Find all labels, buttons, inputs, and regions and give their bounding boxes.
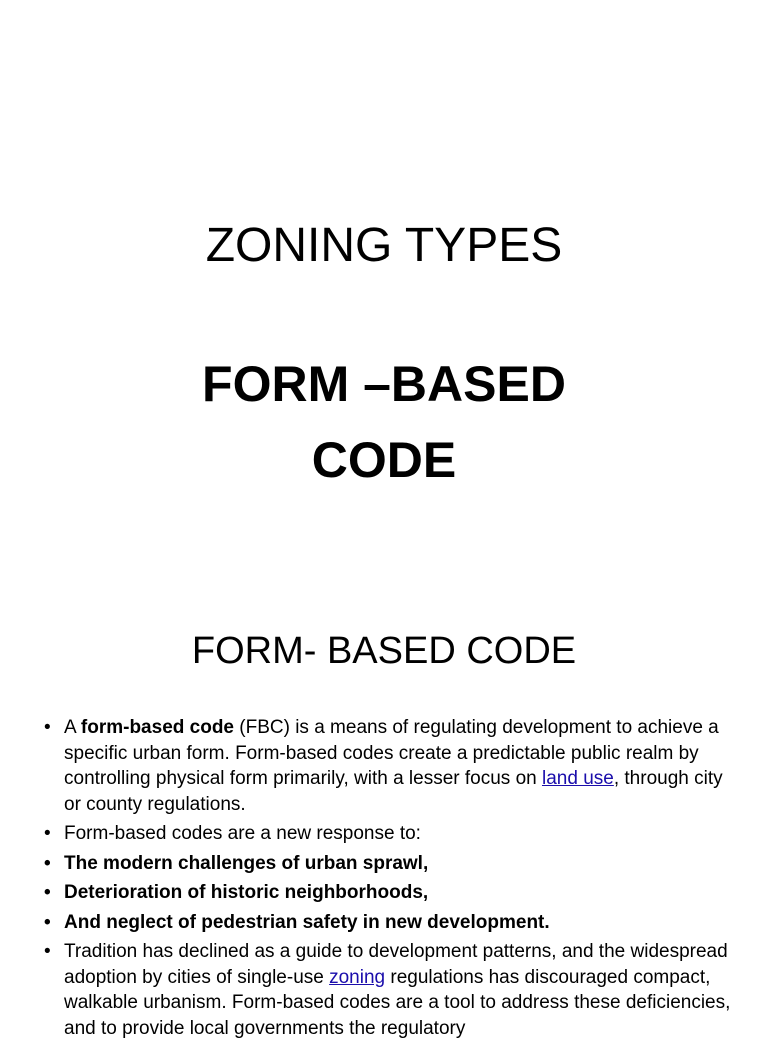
land-use-link[interactable]: land use	[542, 768, 614, 789]
bullet-item-urban-sprawl: • The modern challenges of urban sprawl,	[44, 851, 734, 877]
bullet-list	[44, 715, 734, 1045]
bullet-item-definition	[44, 715, 734, 817]
slide-title: ZONING TYPES	[205, 219, 563, 272]
subtitle-line-2: CODE	[311, 432, 457, 488]
bold-term: form-based code	[80, 717, 234, 738]
bullet-prefix: A	[64, 717, 81, 738]
bullet-item-historic: • Deterioration of historic neighborhoods,	[44, 880, 734, 906]
slide-subtitle	[0, 346, 768, 498]
bullet-item-response: • Form-based codes are a new response to:	[44, 821, 734, 847]
section-heading: FORM- BASED CODE	[191, 630, 577, 672]
bullet-item-tradition	[44, 939, 734, 1041]
subtitle-line-1: FORM –BASED	[202, 356, 566, 412]
bullet-prefix: Tradition has declined as a guide to development patterns, and the widespread adoption by cities of single-use	[64, 941, 728, 988]
bullet-text: (FBC) is a means of regulating development to achieve a specific urban form. Form-based codes create a predictable public realm by controlling physical form primarily, with a lesser focus on	[64, 717, 719, 789]
zoning-link[interactable]: zoning	[329, 966, 386, 988]
bullet-item-pedestrian: • And neglect of pedestrian safety in new development.	[44, 910, 734, 936]
bullet-suffix: , through city or county regulations.	[64, 768, 723, 815]
bullet-suffix: regulations has discouraged compact, walkable urbanism. Form-based codes are a tool to address these deficiencies, and to provide local governments the regulatory	[64, 966, 731, 1039]
